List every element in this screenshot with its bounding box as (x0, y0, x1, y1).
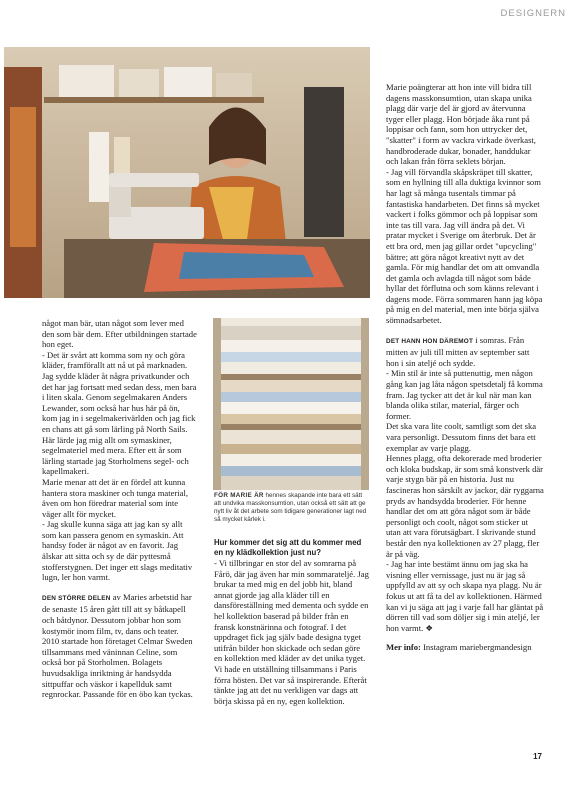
photo-caption (214, 492, 370, 524)
run-in-heading: DET HANN HON DÄREMOT (386, 337, 474, 345)
paragraph: - Det är svårt att komma som ny och göra kläder, framförallt att nå ut på marknaden. Jag sydde kläder åt några privatkunder och det har jag fortsatt med sedan dess, men bara i liten skala. Genom segelmakaren Anders Lewander, som också har hus här på ön, kom jag in i segelmakerivärlden och jag fick en chans att gå som lärling på North Sails. Här lärde jag mig allt om symaskiner, segelmateriel med mera. Efter ett år som lärling startade jag Storholmens segel- och kapellmakeri. (42, 349, 197, 477)
article-column-1 (42, 318, 197, 700)
paragraph: Marie menar att det är en fördel att kunna hantera stora maskiner och tunga material, även om hon föredrar material som inte väger allt för mycket. (42, 476, 189, 519)
paragraph: - Jag vill förvandla skåpskräpet till skatter, som en hyllning till alla duktiga kvinnor som har lagt så många tusentals timmar på fantastiska handarbeten. Det finns så mycket vackert i folks gömmor och på loppisar som inte tas till vara. Jag vill ändra på det. Vi pratar mycket i Sverige om återbruk. Det är ett bra ord, men jag gillar ordet "upcycling" bättre; att göra något kreativt nytt av det gamla. För mig handlar det om att omvandla det gamla och avlagda till något som både hyllar det förflutna och som känns relevant i dagens mode. Förra sommaren hann jag köpa på mig en del material, men inte börja själva sömnadsarbetet. (386, 166, 543, 326)
more-info (386, 642, 544, 653)
paragraph: Det ska vara lite coolt, samtligt som det ska vara personligt. Dessutom finns det bara ett exemplar av varje plagg. (386, 421, 537, 453)
paragraph-text: av Maries arbetstid har de senaste 15 åren gått till att sy båtkapell och båtdynor. Dessutom jobbar hon som kostymör inom film, tv, dans och teater. 2010 startade hon företaget Celmar Sweden tillsammans med väninnan Celine, som också bor på Storholmen. Bolagets huvudsakliga inriktning är handsydda sittpuffar och väskor i kapellduk samt regnrockar. Passande för en öbo kan tyckas. (42, 591, 193, 700)
main-photo (4, 47, 370, 298)
main-photo-illustration (4, 47, 370, 298)
paragraph: Marie poängterar att hon inte vill bidra till dagens masskonsumtion, utan skapa unika plagg där varje del är gjord av återvunna tyger eller plagg. Hon började åka runt på loppisar och fann, som hon uttrycker det, "skatter" i form av vackra virkade överkast, handbroderade dukar, bonader, handdukar och lakan från förra seklets början. (386, 82, 536, 167)
caption-lead: FÖR MARIE ÄR (214, 492, 264, 499)
page-number: 17 (533, 752, 542, 761)
section-label: DESIGNERN (500, 8, 566, 19)
fabric-shelf-photo (213, 318, 369, 490)
paragraph-text: i somras. Från mitten av juli till mitten av september satt hon i sin ateljé och sydde. (386, 334, 530, 368)
paragraph: - Jag skulle kunna säga att jag kan sy allt som kan passera genom en symaskin. Att handsy foder är något av en favorit. Jag älskar att sitta och sy de där pyttesmå stofferstygnen. Det inger ett slags meditativ lugn, ler hon varmt. (42, 519, 193, 583)
caption-text: hennes skapande inte bara ett sätt att undvika masskonsumtion, utan också ett sätt att ge nytt liv åt det arbete som tidigare generationer lagt ned så mycket kärlek i. (214, 492, 367, 523)
fabric-shelf-illustration (213, 318, 369, 490)
paragraph: - Min stil är inte så puttenuttig, men någon gång kan jag låta någon spetsdetalj få komma fram. Jag tycker att det är kul när man kan blanda olika stilar, material, färger och former. (386, 368, 543, 421)
more-info-text: Instagram mariebergmandesign (420, 642, 532, 653)
paragraph: Hennes plagg, ofta dekorerade med broderier och kloka budskap, är som små konstverk där varje stygn bär på en historia. Just nu fascineras hon särskilt av jackor, där ryggarna pryds av handsydda broderier. För henne handlar det om att göra något som är både personligt och coolt, något som sticker ut utan att vara förutsägbart. I skrivande stund består den nya kollektionen av 27 plagg, fler är på väg. (386, 453, 544, 559)
paragraph: - Jag har inte bestämt ännu om jag ska ha visning eller vernissage, just nu är jag så uppfylld av att sy och skapa nya plagg. Nu är fokus ut att få ta del av kollektionen. Härmed kan vi ju säga att jag i varje fall har gläntat på dörren till vad som döljer sig i min ateljé, ler hon varmt. ❖ (386, 559, 544, 633)
article-column-3 (386, 82, 544, 653)
paragraph: - Vi tillbringar en stor del av somrarna på Fårö, där jag även har min sommarateljé. Jag brukar ta med mig en del jobb hit, bland annat gjorde jag alla kläder till en dansföreställning med dementa och sydde en hel kollektion baserad på bilder från en fransk konstnärinna och fotograf. I det uppdraget fick jag själv bade designa tyget utifrån bilder hon skickade och sedan göre en kollektion med kläder av det unika tyget. Vi hade en utställning tillsammans i Paris förra hösten. Det var så inspirerande. Efteråt tänkte jag att det nu verkligen var dags att börja skissa på en ny, egen kollektion. (214, 558, 369, 706)
paragraph (386, 335, 544, 369)
paragraph: något man bär, utan något som lever med den som bär dem. Efter utbildningen startade hon eget. (42, 318, 197, 350)
article-column-2 (214, 538, 369, 706)
interview-question: Hur kommer det sig att du kommer med en ny klädkollektion just nu? (214, 538, 362, 557)
more-info-label: Mer info: (386, 642, 421, 653)
run-in-heading: DEN STÖRRE DELEN (42, 594, 111, 602)
paragraph (42, 592, 197, 700)
